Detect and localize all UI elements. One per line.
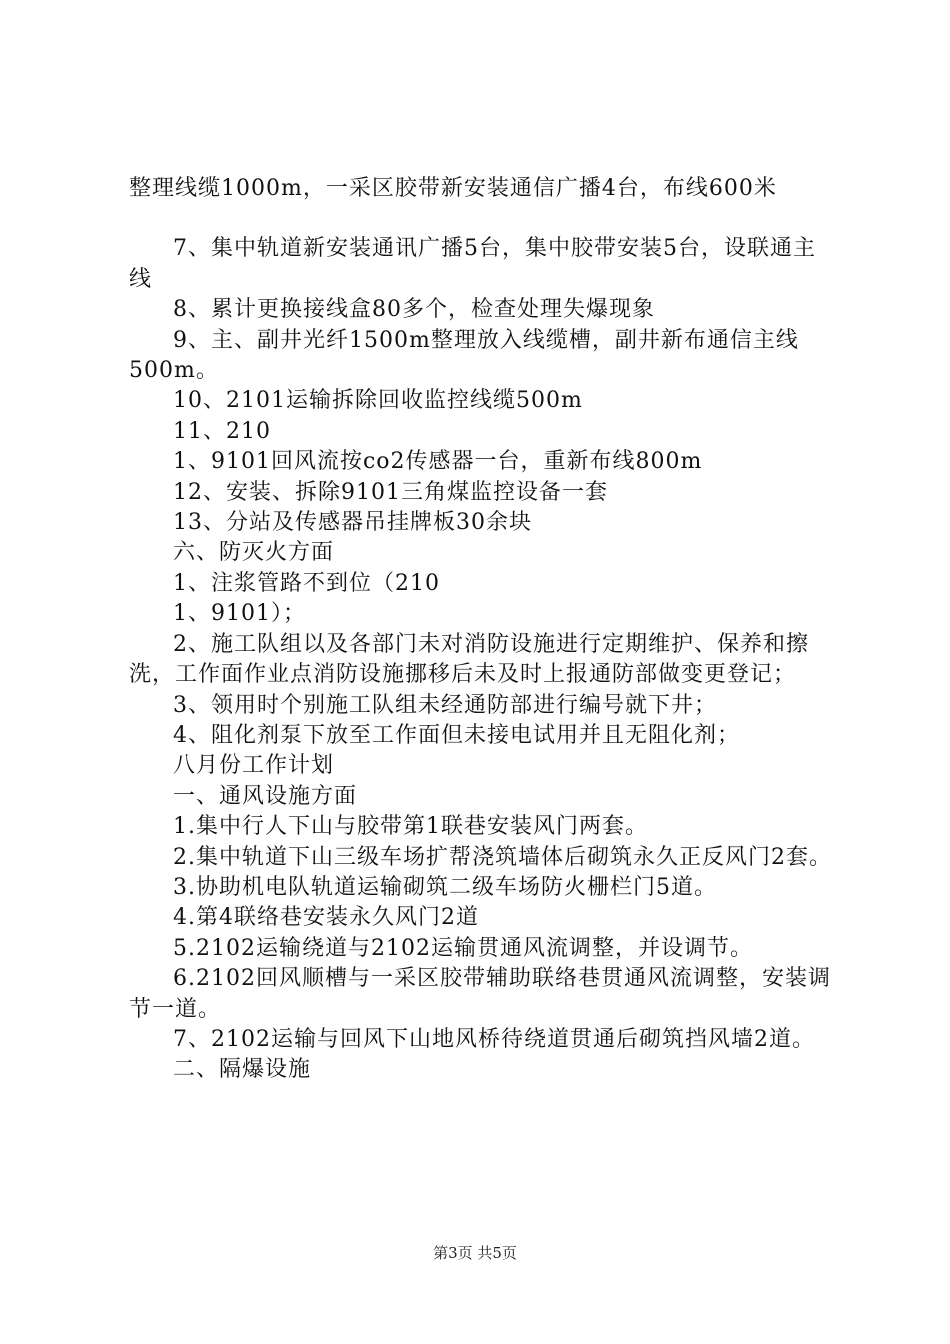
paragraph: 7、2102运输与回风下山地风桥待绕道贯通后砌筑挡风墙2道。 xyxy=(173,1026,815,1052)
paragraph: 7、集中轨道新安装通讯广播5台，集中胶带安装5台，设联通主线 xyxy=(129,236,816,292)
paragraph: 1、9101回风流按co2传感器一台，重新布线800m xyxy=(173,449,703,475)
paragraph: 4.第4联络巷安装永久风门2道 xyxy=(173,905,479,931)
paragraph: 3、领用时个别施工队组未经通防部进行编号就下井； xyxy=(173,692,717,718)
paragraph: 二、隔爆设施 xyxy=(173,1057,312,1083)
paragraph: 3.协助机电队轨道运输砌筑二级车场防火栅栏门5道。 xyxy=(173,874,717,900)
paragraph: 10、2101运输拆除回收监控线缆500m xyxy=(173,388,583,414)
paragraph: 6.2102回风顺槽与一采区胶带辅助联络巷贯通风流调整，安装调节一道。 xyxy=(129,966,831,1022)
paragraph: 13、分站及传感器吊挂牌板30余块 xyxy=(173,510,532,536)
paragraph: 2.集中轨道下山三级车场扩帮浇筑墙体后砌筑永久正反风门2套。 xyxy=(173,844,832,870)
paragraph: 4、阻化剂泵下放至工作面但未接电试用并且无阻化剂； xyxy=(173,722,740,748)
paragraph: 5.2102运输绕道与2102运输贯通风流调整，并设调节。 xyxy=(173,935,753,961)
paragraph: 9、主、副井光纤1500m整理放入线缆槽，副井新布通信主线500m。 xyxy=(129,327,799,384)
paragraph: 8、累计更换接线盒80多个，检查处理失爆现象 xyxy=(173,297,655,323)
paragraph-spacer xyxy=(129,204,834,234)
paragraph: 12、安装、拆除9101三角煤监控设备一套 xyxy=(173,479,608,505)
paragraph: 2、施工队组以及各部门未对消防设施进行定期维护、保养和擦洗，工作面作业点消防设施挪移后未及时上报通防部做变更登记； xyxy=(129,631,809,688)
paragraph: 六、防灭火方面 xyxy=(173,540,335,566)
paragraph: 11、210 xyxy=(173,418,271,444)
paragraph: 一、通风设施方面 xyxy=(173,783,358,809)
paragraph: 1、9101）； xyxy=(173,601,306,627)
document-body xyxy=(129,174,834,1086)
paragraph: 八月份工作计划 xyxy=(173,753,335,779)
paragraph: 1.集中行人下山与胶带第1联巷安装风门两套。 xyxy=(173,814,648,840)
paragraph: 1、注浆管路不到位（210 xyxy=(173,570,440,596)
paragraph: 整理线缆1000m，一采区胶带新安装通信广播4台，布线600米 xyxy=(129,176,777,201)
page-footer: 第3页 共5页 xyxy=(433,1244,517,1262)
